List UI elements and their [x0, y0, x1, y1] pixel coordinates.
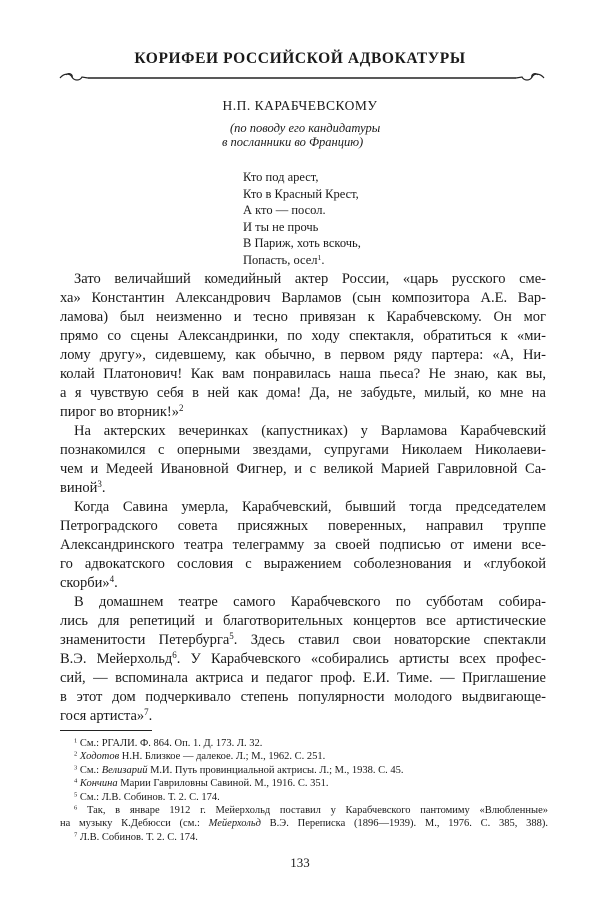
- body-line-text: сий, — вспоминала актриса и педагог проф. Е.И. Тиме. — Приглашение: [60, 670, 546, 686]
- body-line-text: Когда Савина умерла, Карабчевский, бывший тогда председателем: [74, 499, 546, 515]
- body-line-text: скорби»: [60, 575, 110, 591]
- footnote-text: См.: РГАЛИ. Ф. 864. Оп. 1. Д. 173. Л. 32.: [79, 738, 263, 749]
- body-line-tail: .: [148, 708, 153, 724]
- body-line-text: В домашнем театре самого Карабчевского по субботам собира-: [74, 594, 546, 610]
- body-line: [60, 346, 546, 365]
- poem-end-period: .: [321, 252, 325, 267]
- footnote-text: В.Э. Переписка (1896—1939). М., 1976. С. 385, 388).: [260, 818, 548, 830]
- body-line: [60, 688, 546, 707]
- body-line-text: Александринского театра телеграмму за своей подписью от имени все-: [60, 537, 546, 553]
- poem-line: В Париж, хоть вскочь,: [243, 236, 361, 251]
- body-line-text: гося артиста»: [60, 708, 145, 724]
- footnote-italic: Кончина: [79, 778, 118, 790]
- body-line: [60, 631, 546, 650]
- body-line-text: а я чувствую себя в ней как дома! Да, не забудьте, милый, ко мне на: [60, 385, 546, 401]
- footnote-number: 6: [74, 804, 78, 812]
- body-line-text: ха» Константин Александрович Варламов (сын композитора А.Е. Вар-: [60, 290, 546, 306]
- body-line: [60, 270, 546, 289]
- body-line-tail: . Здесь ставил свои новаторские спектакли: [233, 632, 547, 648]
- body-line: [60, 460, 546, 479]
- body-line: [60, 479, 546, 498]
- ornamental-rule-graphic: [58, 72, 546, 84]
- body-line: [60, 327, 546, 346]
- body-line-text: знаменитости Петербурга: [60, 632, 230, 648]
- footnote-ref[interactable]: 5: [229, 631, 234, 642]
- footnote-divider: [60, 730, 152, 731]
- footnote-ref[interactable]: 1: [317, 252, 322, 262]
- body-line-tail: .: [101, 480, 106, 496]
- footnote-italic: Ходотов: [79, 751, 120, 763]
- body-line-text: лись для репетиций и благотворительных концертов все артистические: [60, 613, 546, 629]
- body-line: [60, 707, 546, 726]
- body-line-text: виной: [60, 480, 98, 496]
- footnote-number: 2: [74, 750, 78, 758]
- body-line: [60, 669, 546, 688]
- poem-line: И ты не прочь: [243, 219, 319, 234]
- footnote-italic: Велизарий: [101, 764, 148, 776]
- poem-line: Кто под арест,: [243, 170, 319, 184]
- footnote-ref[interactable]: 2: [179, 403, 184, 414]
- footnote-text: См.: Л.В. Собинов. Т. 2. С. 174.: [79, 791, 220, 803]
- body-line: [60, 555, 546, 574]
- body-line: [60, 517, 546, 536]
- body-line: [60, 441, 546, 460]
- body-line-tail: .: [114, 575, 118, 591]
- footnote-item: [60, 791, 548, 804]
- footnote-item: [60, 804, 548, 817]
- body-line: [60, 650, 546, 669]
- footnote-text: См.:: [79, 764, 102, 776]
- footnote-item: [60, 831, 548, 844]
- footnote-number: 5: [74, 790, 78, 798]
- body-line-text: лому другу», сидевшему, как обычно, в первом ряду партера: «А, Ни-: [60, 347, 546, 363]
- footnote-text: Так, в январе 1912 г. Мейерхольд поставил у Карабчевского пантомиму «Влюбленные»: [86, 804, 549, 816]
- body-line-text: В.Э. Мейерхольд: [60, 651, 173, 667]
- footnote-number: 1: [74, 737, 78, 745]
- body-line-text: в этот дом подчеркивало степень популярности молодого выдвигающе-: [60, 689, 546, 705]
- footnotes: [60, 737, 548, 844]
- footnote-number: 7: [74, 831, 78, 839]
- footnote-italic: Мейерхольд: [208, 818, 261, 830]
- footnote-number: 4: [74, 777, 78, 785]
- footnote-item: [60, 737, 548, 750]
- footnote-text: Л.В. Собинов. Т. 2. С. 174.: [79, 831, 198, 843]
- poem-subtitle: [222, 121, 422, 149]
- poem-line: Кто в Красный Крест,: [243, 186, 359, 201]
- poem-subtitle-line: в посланники во Францию): [222, 135, 364, 149]
- body-line: [60, 365, 546, 384]
- footnote-ref[interactable]: 4: [109, 574, 115, 585]
- body-line: [60, 593, 546, 612]
- body-line-text: ламова) был неизменно и тесно привязан к Карабчевскому. Он мог: [60, 309, 546, 325]
- body-line-tail: . У Карабчевского «собирались артисты всех профес-: [176, 651, 546, 667]
- running-head: КОРИФЕИ РОССИЙСКОЙ АДВОКАТУРЫ: [134, 50, 466, 67]
- body-line: [60, 289, 546, 308]
- body-line-text: Петроградского совета присяжных поверенных, направил труппе: [60, 518, 546, 534]
- body-line-text: прямо со сцены Александринки, по ходу спектакля, обратиться к «ми-: [60, 328, 546, 344]
- footnote-text: Марии Гавриловны Савиной. М., 1916. С. 351.: [117, 778, 329, 790]
- poem-line-last: [243, 252, 443, 269]
- body-line: [60, 574, 546, 593]
- body-line: [60, 403, 546, 422]
- body-line-text: го адвокатского сословия с выражением соболезнования и «глубокой: [60, 556, 546, 572]
- footnote-text: М.И. Путь провинциальной актрисы. Л.; М., 1938. С. 45.: [147, 764, 404, 776]
- footnote-item: [60, 750, 548, 763]
- body-line: [60, 384, 546, 403]
- footnote-ref[interactable]: 6: [172, 650, 177, 661]
- ornamental-rule: [58, 72, 546, 84]
- body-line-text: пирог во вторник!»: [60, 404, 179, 420]
- body-line-text: Зато величайший комедийный актер России, «царь русского сме-: [74, 271, 546, 287]
- body-line-text: чем и Медеей Ивановной Фигнер, и с великой Марией Гавриловной Са-: [60, 461, 546, 477]
- body-text: [60, 270, 546, 726]
- body-line: [60, 308, 546, 327]
- footnote-item: [60, 817, 548, 830]
- footnote-ref[interactable]: 3: [97, 479, 102, 490]
- footnote-text: Н.Н. Близкое — далекое. Л.; М., 1962. С. 251.: [119, 751, 326, 763]
- body-line-text: колай Платонович! Как вам понравилась наша пьеса? Не знаю, как вы,: [60, 366, 546, 382]
- footnote-item: [60, 777, 548, 790]
- poem-verse: [243, 169, 443, 269]
- poem-title: Н.П. КАРАБЧЕВСКОМУ: [222, 98, 378, 113]
- footnote-ref[interactable]: 7: [144, 707, 149, 718]
- body-line: [60, 612, 546, 631]
- footnote-text: на музыку К.Дебюсси (см.:: [60, 818, 209, 830]
- body-line: [60, 536, 546, 555]
- poem-line-text: Попасть, осел: [243, 252, 318, 267]
- poem-line: А кто — посол.: [243, 203, 326, 218]
- footnote-number: 3: [74, 764, 78, 772]
- poem-subtitle-line: (по поводу его кандидатуры: [230, 121, 381, 135]
- body-line: [60, 498, 546, 517]
- body-line: [60, 422, 546, 441]
- body-line-text: На актерских вечеринках (капустниках) у Варламова Карабчевский: [74, 423, 546, 439]
- body-line-text: познакомился с оперными звездами, супругами Николаем Николаеви-: [60, 442, 546, 458]
- page-number: 133: [290, 855, 310, 870]
- footnote-item: [60, 764, 548, 777]
